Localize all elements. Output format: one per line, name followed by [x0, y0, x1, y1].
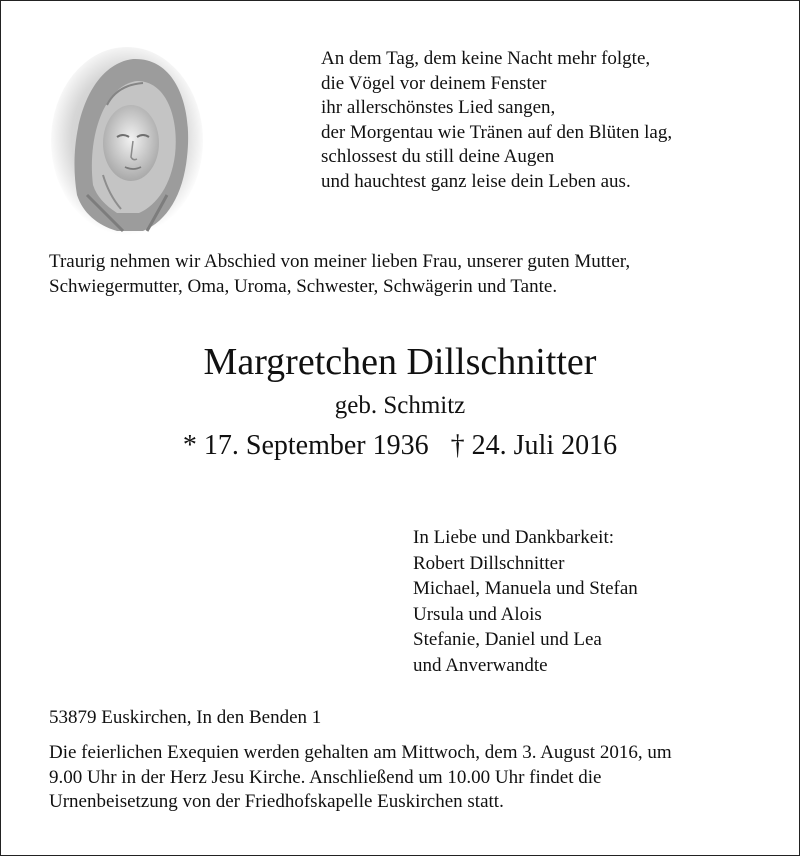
poem [321, 47, 672, 194]
maiden-name: geb. Schmitz [334, 392, 466, 419]
poem-line: An dem Tag, dem keine Nacht mehr folgte, [321, 48, 651, 69]
service-line: Urnenbeisetzung von der Friedhofskapelle Euskirchen statt. [49, 791, 504, 812]
poem-line: der Morgentau wie Tränen auf den Blüten lag, [321, 121, 673, 143]
birth-date: * 17. September 1936 [182, 430, 429, 461]
mourners-line: und Anverwandte [413, 654, 548, 676]
poem-line: und hauchtest ganz leise dein Leben aus. [321, 170, 631, 192]
deceased-name: Margretchen Dillschnitter [203, 341, 597, 383]
service-info [49, 741, 672, 815]
service-line: Die feierlichen Exequien werden gehalten am Mittwoch, dem 3. August 2016, um [49, 742, 672, 763]
address: 53879 Euskirchen, In den Benden 1 [49, 707, 322, 728]
life-dates [1, 429, 799, 463]
intro-text [49, 249, 630, 299]
intro-line: Schwiegermutter, Oma, Uroma, Schwester, Schwägerin und Tante. [49, 276, 558, 297]
service-line: 9.00 Uhr in der Herz Jesu Kirche. Anschließend um 10.00 Uhr findet die [49, 766, 602, 788]
poem-line: die Vögel vor deinem Fenster [321, 72, 547, 94]
mourners-line: Ursula und Alois [413, 603, 542, 625]
mourners-line: Robert Dillschnitter [413, 552, 565, 574]
mourners-line: In Liebe und Dankbarkeit: [413, 527, 615, 548]
mourners-line: Stefanie, Daniel und Lea [413, 629, 602, 650]
madonna-portrait-icon [47, 45, 207, 237]
mourners-list [413, 525, 638, 678]
poem-line: ihr allerschönstes Lied sangen, [321, 97, 556, 118]
mourners-line: Michael, Manuela und Stefan [413, 578, 638, 599]
intro-line: Traurig nehmen wir Abschied von meiner lieben Frau, unserer guten Mutter, [49, 251, 631, 272]
death-date: † 24. Juli 2016 [450, 430, 618, 461]
poem-line: schlossest du still deine Augen [321, 146, 555, 167]
